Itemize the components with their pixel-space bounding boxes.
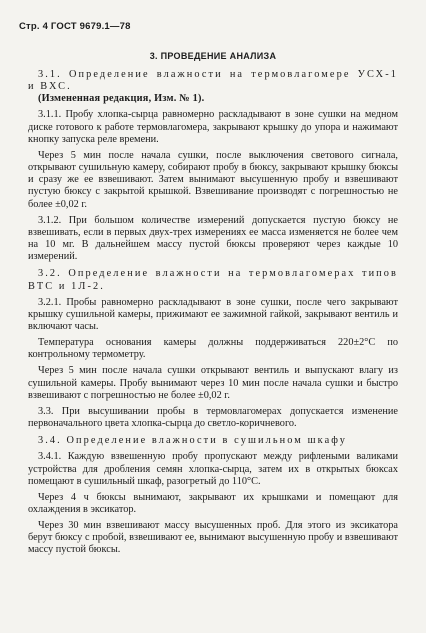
paragraph: 3.3. При высушивании пробы в термовлагомерах допускается изменение первоначального цвета хлопка-сырца до светло-коричневого. [28, 405, 398, 430]
paragraph: Через 30 мин взвешивают массу высушенных проб. Для этого из эксикатора берут бюксу с пробой, взвешивают ее, вынимают высушенную пробу и взвешивают массу пустой бюксы. [28, 520, 398, 556]
subsection-heading: 3.4. Определение влажности в сушильном шкафу [38, 435, 348, 447]
paragraph: 3.1.2. При большом количестве измерений допускается пустую бюксу не взвешивать, если в первых двух-трех измерениях ее масса изменяется не более чем на 10 мг. В дальнейшем массу пустой бюксы проверяют через каждые 10 измерений. [28, 214, 398, 263]
paragraph: 3.2.1. Пробы равномерно раскладывают в зоне сушки, после чего закрывают крышку сушильной камеры, прижимают ее зажимной гайкой, закрывают вентиль и включают часы. [28, 296, 398, 332]
subsection-heading: 3.2. Определение влажности на термовлагомерах типов ВТС и 1Л-2. [28, 268, 398, 292]
paragraph: 3.1.1. Пробу хлопка-сырца равномерно раскладывают в зоне сушки на медном диске готового к работе термовлагомера, закрывают крышку до упора и нажимают кнопку запуска реле времени. [28, 109, 398, 145]
paragraph: 3.4.1. Каждую взвешенную пробу пропускают между рифлеными валиками устройства для дробления семян хлопка-сырца, затем их в открытых бюксах помещают в сушильный шкаф, разогретый до 110°С. [28, 451, 398, 487]
paragraph: Через 5 мин после начала сушки открывают вентиль и выпускают влагу из сушильной камеры. Пробу вынимают через 10 мин после начала сушки и быстро взвешивают с погрешностью не более ±0,02 г. [28, 365, 398, 401]
paragraph: Через 5 мин после начала сушки, после выключения светового сигнала, открывают сушильную камеру, собирают пробу в бюксу, закрывают крышку бюксы и сразу же ее взвешивают. Затем вынимают высушенную пробу и взвешивают пустую бюксу с закрытой крышкой. Взвешивание производят с погрешностью не более ±0,02 г. [28, 149, 398, 210]
subsection-heading: 3.1. Определение влажности на термовлагомере УСХ-1 и ВХС. [28, 69, 398, 93]
paragraph: Через 4 ч бюксы вынимают, закрывают их крышками и помещают для охлаждения в эксикатор. [28, 491, 398, 515]
paragraph: Температура основания камеры должны поддерживаться 220±2°С по контрольному термометру. [28, 337, 398, 361]
amendment-note: (Измененная редакция, Изм. № 1). [38, 93, 205, 105]
page-header: Стр. 4 ГОСТ 9679.1—78 [19, 21, 131, 32]
document-body [28, 69, 398, 557]
section-title: 3. ПРОВЕДЕНИЕ АНАЛИЗА [149, 51, 277, 61]
